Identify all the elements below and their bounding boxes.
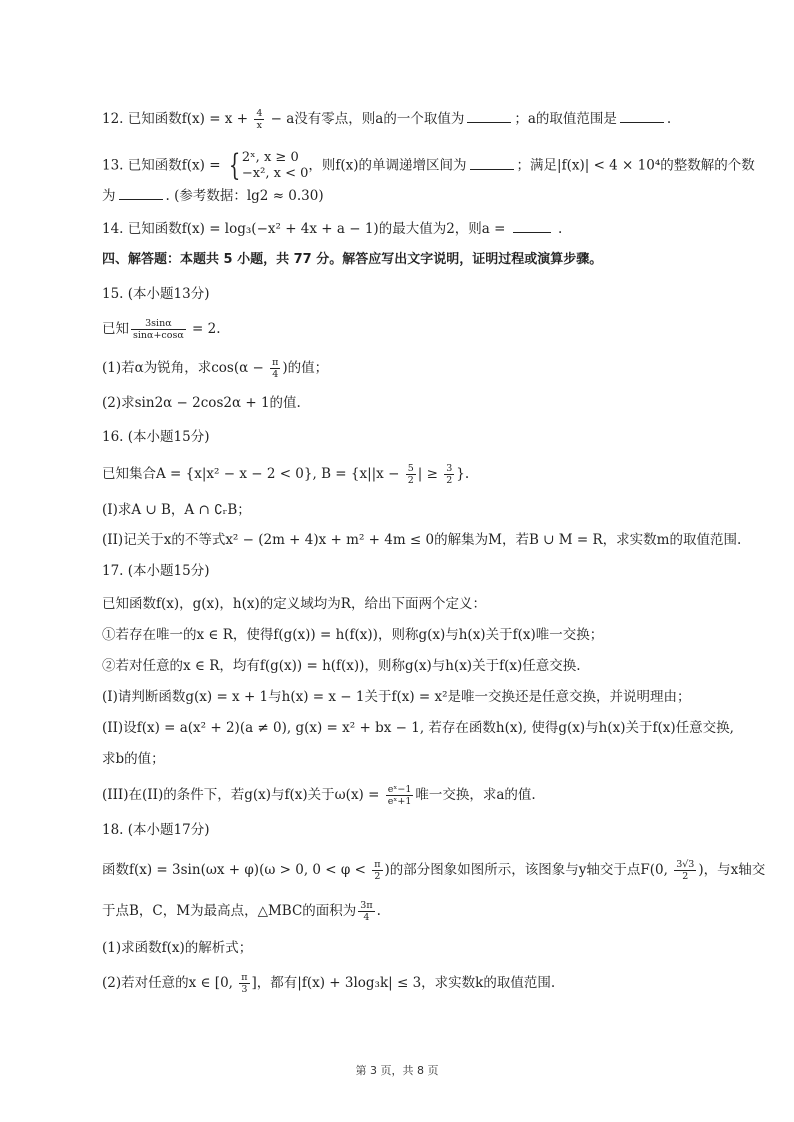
q18-l1-mid: )的部分图象如图所示，该图象与y轴交于点F(0, [384, 862, 673, 878]
q14-text: 14. 已知函数f(x) = log₃(−x² + 4x + a − 1)的最大值为2，则a = [102, 221, 510, 237]
q18-part-2 [102, 972, 734, 995]
q18-part-1: (1)求函数f(x)的解析式； [102, 940, 253, 956]
q12-blank-2[interactable] [620, 110, 664, 123]
q17-title: 17. (本小题15分) [102, 563, 210, 579]
q18-p2-fraction: $\frac{\pi}{3}$ [241, 972, 248, 995]
q17-intro: 已知函数f(x)，g(x)，h(x)的定义域均为R，给出下面两个定义： [102, 596, 486, 612]
q12-label: 12. 已知函数 [102, 111, 182, 127]
q13-blank-1[interactable] [470, 157, 514, 170]
q15-fraction: $\frac{3\sin\alpha}{\sin\alpha+\cos\alpha}$ [133, 318, 184, 341]
q12-function: f(x) = x + [181, 111, 253, 127]
q12-text: − a没有零点，则a的一个取值为 [266, 111, 465, 127]
q13-label: 13. 已知函数f(x) = [102, 157, 225, 174]
q15-given-suffix: = 2. [187, 321, 221, 337]
q15-part-2: (2)求sin2α − 2cos2α + 1的值. [102, 395, 301, 411]
q17-p3-suffix: 唯一交换，求a的值. [415, 787, 536, 803]
q13-piecewise: { 2ˣ, x ≥ 0 −x², x < 0 [228, 148, 309, 183]
q13-line2-start: 为 [102, 188, 116, 204]
q13-case-2: −x², x < 0 [241, 166, 309, 181]
q17-p3-fraction: $\frac{\text{eˣ−1}}{\text{eˣ+1}}$ [387, 784, 412, 807]
q16-title: 16. (本小题15分) [102, 429, 210, 445]
question-12 [102, 108, 734, 131]
q13-text-2: ；满足|f(x)| < 4 × 10⁴的整数解的个数 [516, 157, 755, 174]
q15-p1-prefix: (1)若α为锐角，求cos(α − [102, 360, 269, 376]
q12-blank-1[interactable] [467, 110, 511, 123]
q16-fraction-1: $\frac{5}{2}$ [407, 463, 414, 486]
q16-given-mid: | ≥ [417, 466, 443, 482]
question-14 [102, 219, 734, 239]
q14-end: . [553, 221, 563, 237]
q17-part-2: (II)设f(x) = a(x² + 2)(a ≠ 0), g(x) = x² + bx − 1, 若存在函数h(x), 使得g(x)与h(x)关于f(x)任意交换, [102, 720, 734, 736]
q18-p2-prefix: (2)若对任意的x ∈ [0, [102, 975, 238, 991]
question-13 [102, 148, 755, 183]
q16-part-1: (I)求A ∪ B，A ∩ ∁ᵣB； [102, 502, 251, 518]
q12-fraction: $\frac{4}{x}$ [256, 108, 263, 131]
q17-definition-1: ①若存在唯一的x ∈ R，使得f(g(x)) = h(f(x))，则称g(x)与h(x)关于f(x)唯一交换； [102, 627, 604, 643]
q16-fraction-2: $\frac{3}{2}$ [446, 463, 453, 486]
q18-l2-prefix: 于点B，C，M为最高点，△MBC的面积为 [102, 903, 357, 919]
q18-l2-fraction: $\frac{3\pi}{4}$ [360, 900, 373, 923]
q14-blank[interactable] [513, 220, 551, 233]
q13-blank-2[interactable] [119, 187, 163, 200]
q13-text: ，则f(x)的单调递增区间为 [308, 157, 467, 174]
q18-l1-prefix: 函数f(x) = 3sin(ωx + φ)(ω > 0, 0 < φ < [102, 862, 371, 878]
q17-definition-2: ②若对任意的x ∈ R，均有f(g(x)) = h(f(x))，则称g(x)与h(x)关于f(x)任意交换. [102, 658, 581, 674]
q18-line-1 [102, 859, 766, 882]
page-footer: 第 3 页，共 8 页 [355, 1064, 439, 1077]
q15-title: 15. (本小题13分) [102, 286, 210, 302]
q16-part-2: (II)记关于x的不等式x² − (2m + 4)x + m² + 4m ≤ 0的解集为M，若B ∪ M = R，求实数m的取值范围. [102, 532, 742, 548]
q15-p1-suffix: )的值； [282, 360, 329, 376]
q18-l2-suffix: . [376, 903, 381, 919]
q15-p1-fraction: $\frac{\pi}{4}$ [272, 357, 279, 380]
q13-case-1: 2ˣ, x ≥ 0 [241, 150, 299, 165]
q16-given [102, 463, 734, 486]
question-13-line-2 [102, 186, 734, 206]
q18-l1-suffix: )，与x轴交 [698, 862, 766, 878]
q15-given-prefix: 已知 [102, 321, 129, 337]
q16-given-suffix: }. [456, 466, 470, 482]
q17-part-3 [102, 784, 734, 807]
q12-mid: ；a的取值范围是 [514, 111, 617, 127]
q12-end: . [666, 111, 672, 127]
q18-line-2 [102, 900, 734, 923]
q18-l1-fraction: $\frac{\pi}{2}$ [374, 859, 381, 882]
q15-given [102, 318, 734, 341]
section-4-heading: 四、解答题：本题共 5 小题，共 77 分。解答应写出文字说明，证明过程或演算步骤。 [102, 252, 603, 267]
q13-line2-end: . (参考数据：lg2 ≈ 0.30) [165, 188, 324, 204]
q15-part-1 [102, 357, 734, 380]
q18-title: 18. (本小题17分) [102, 822, 210, 838]
q17-p3-prefix: (III)在(II)的条件下，若g(x)与f(x)关于ω(x) = [102, 787, 384, 803]
q18-p2-suffix: ]，都有|f(x) + 3log₃k| ≤ 3，求实数k的取值范围. [251, 975, 556, 991]
q17-part-2-b: 求b的值； [102, 751, 165, 767]
q16-given-prefix: 已知集合A = {x|x² − x − 2 < 0}, B = {x||x − [102, 466, 404, 482]
q17-part-1: (I)请判断函数g(x) = x + 1与h(x) = x − 1关于f(x) = x²是唯一交换还是任意交换，并说明理由； [102, 689, 691, 705]
q18-l1-fraction-2: $\frac{3√3}{2}$ [676, 859, 695, 882]
